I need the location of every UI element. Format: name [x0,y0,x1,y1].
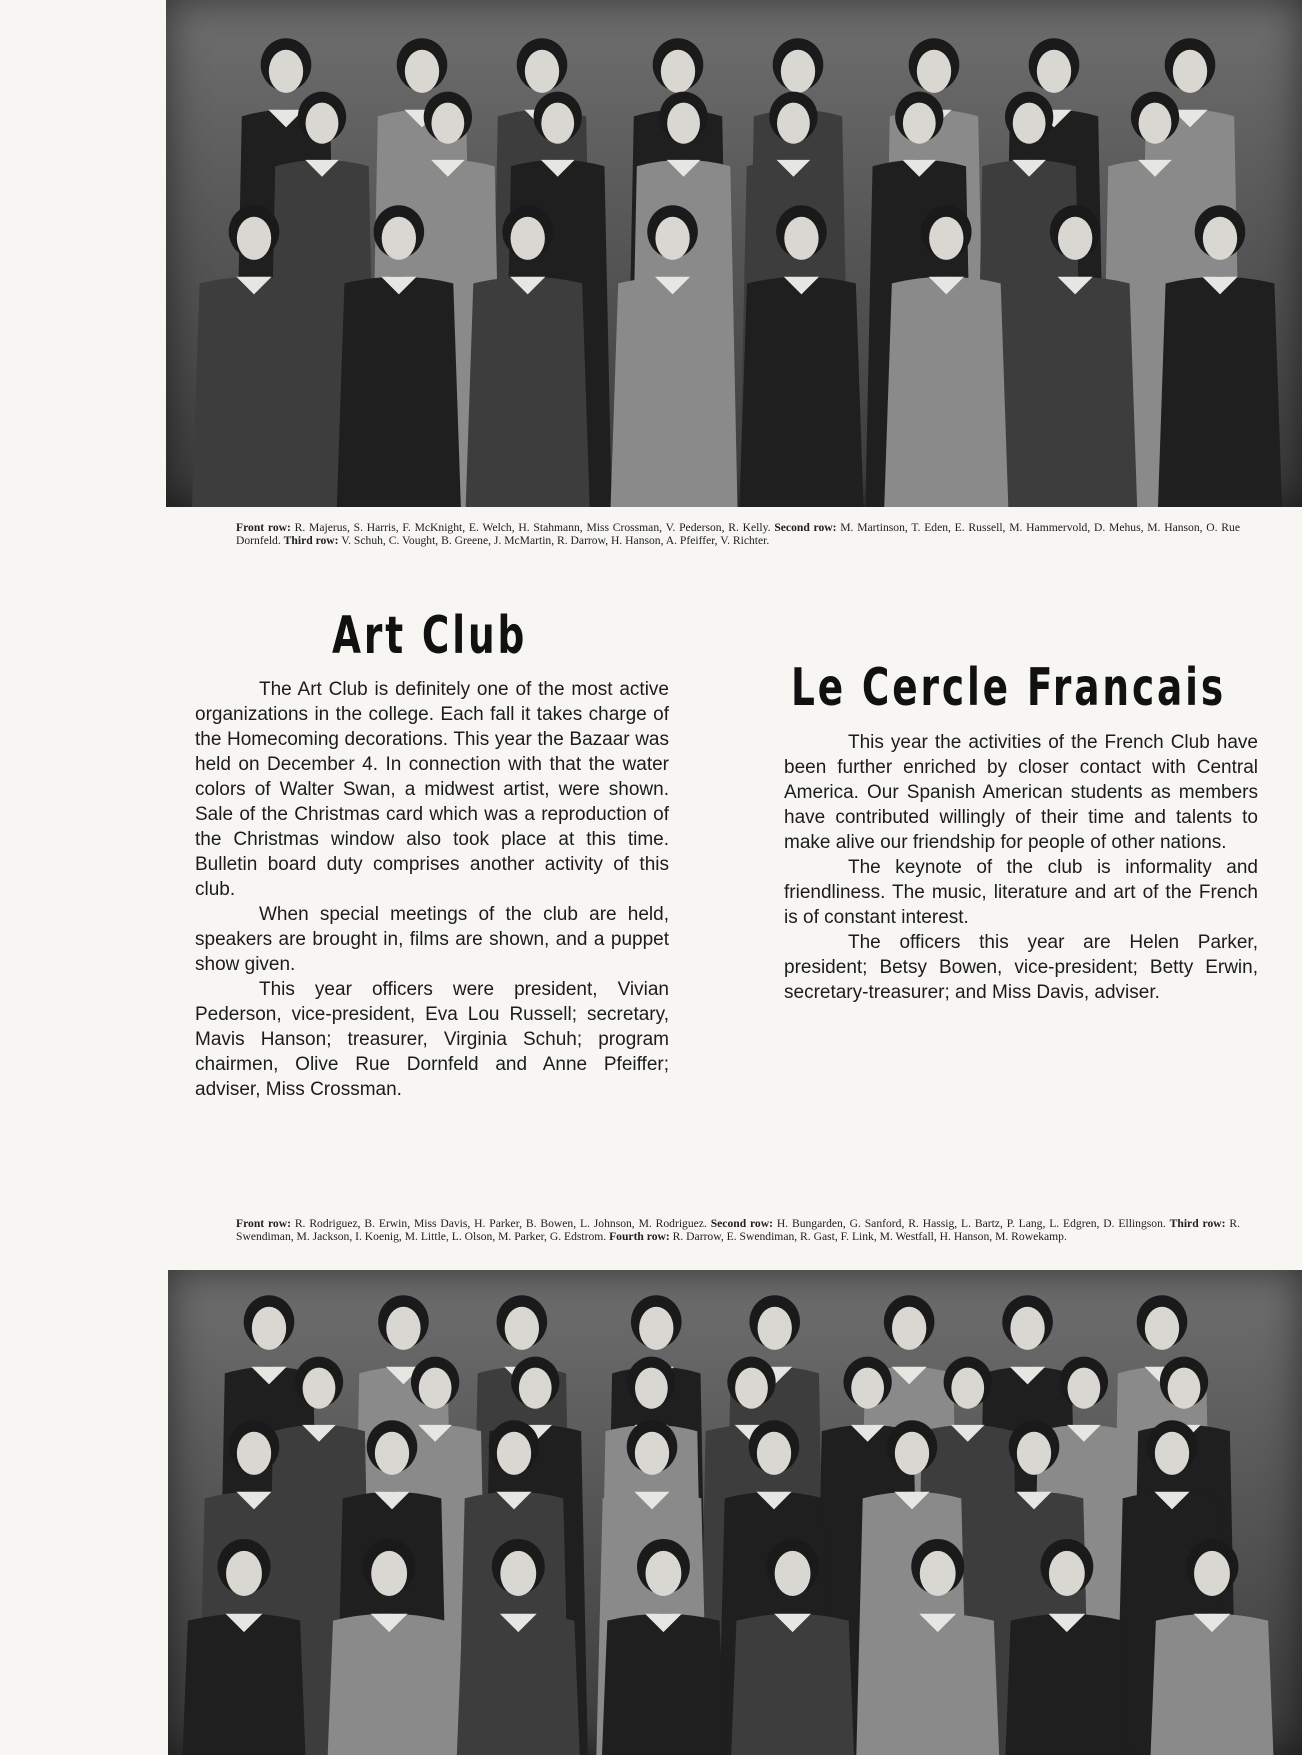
art-club-article [195,677,669,1102]
caption-fourth-row-names: R. Darrow, E. Swendiman, R. Gast, F. Link, M. Westfall, H. Hanson, M. Rowekamp. [672,1229,1067,1243]
caption-label-second-row: Second row: [710,1217,773,1230]
caption-front-row-names: R. Majerus, S. Harris, F. McKnight, E. Welch, H. Stahmann, Miss Crossman, V. Pederson, R. Kelly. [294,521,771,534]
french-club-group-photo [168,1270,1302,1755]
art-club-photo-caption [236,522,1240,547]
caption-second-row-names: H. Bungarden, G. Sanford, R. Hassig, L. Bartz, P. Lang, L. Edgren, D. Ellingson. [776,1217,1166,1230]
caption-second-row-names: M. Martinson, T. Eden, E. Russell, M. Hammervold, D. Mehus, M. Hanson, O. Rue Dornfeld. [236,521,1240,547]
french-club-photo-caption [236,1218,1240,1243]
caption-label-third-row: Third row: [1169,1217,1226,1230]
caption-label-third-row: Third row: [283,533,339,547]
caption-third-row-names: V. Schuh, C. Vought, B. Greene, J. McMartin, R. Darrow, H. Hanson, A. Pfeiffer, V. Richter. [341,533,770,547]
caption-front-row-names: R. Rodriguez, B. Erwin, Miss Davis, H. Parker, B. Bowen, L. Johnson, M. Rodriguez. [294,1217,707,1230]
french-club-paragraph: The keynote of the club is informality and friendliness. The music, literature and art of the French is of constant interest. [784,857,1258,928]
french-club-heading: Le Cercle Francais [791,658,1227,718]
caption-label-fourth-row: Fourth row: [609,1229,670,1243]
art-club-paragraph: The Art Club is definitely one of the most active organizations in the college. Each fall it takes charge of the Homecoming decorations. This year the Bazaar was held on December 4. In connection with that the water colors of Walter Swan, a midwest artist, were shown. Sale of the Christmas card which was a reproduction of the Christmas window also took place at this time. Bulletin board duty comprises another activity of this club. [195,679,669,900]
caption-label-front-row: Front row: [236,1217,291,1230]
french-club-paragraph: This year the activities of the French Club have been further enriched by closer contact with Central America. Our Spanish American students as members have contributed willingly of their time and talents to make alive our friendship for people of other nations. [784,732,1258,853]
art-club-heading: Art Club [332,606,528,666]
french-club-photo-figures [168,1270,1302,1755]
art-club-group-photo [166,0,1302,507]
art-club-paragraph: This year officers were president, Vivian Pederson, vice-president, Eva Lou Russell; secretary, Mavis Hanson; treasurer, Virginia Schuh; program chairmen, Olive Rue Dornfeld and Anne Pfeiffer; adviser, Miss Crossman. [195,979,669,1100]
french-club-article [784,730,1258,1005]
french-club-paragraph: The officers this year are Helen Parker, president; Betsy Bowen, vice-president; Betty Erwin, secretary-treasurer; and Miss Davis, adviser. [784,932,1258,1003]
caption-third-row-names: R. Swendiman, M. Jackson, I. Koenig, M. Little, L. Olson, M. Parker, G. Edstrom. [236,1217,1240,1243]
art-club-photo-figures [166,0,1302,507]
art-club-paragraph: When special meetings of the club are held, speakers are brought in, films are shown, and a puppet show given. [195,904,669,975]
caption-label-second-row: Second row: [774,521,837,534]
caption-label-front-row: Front row: [236,521,291,534]
